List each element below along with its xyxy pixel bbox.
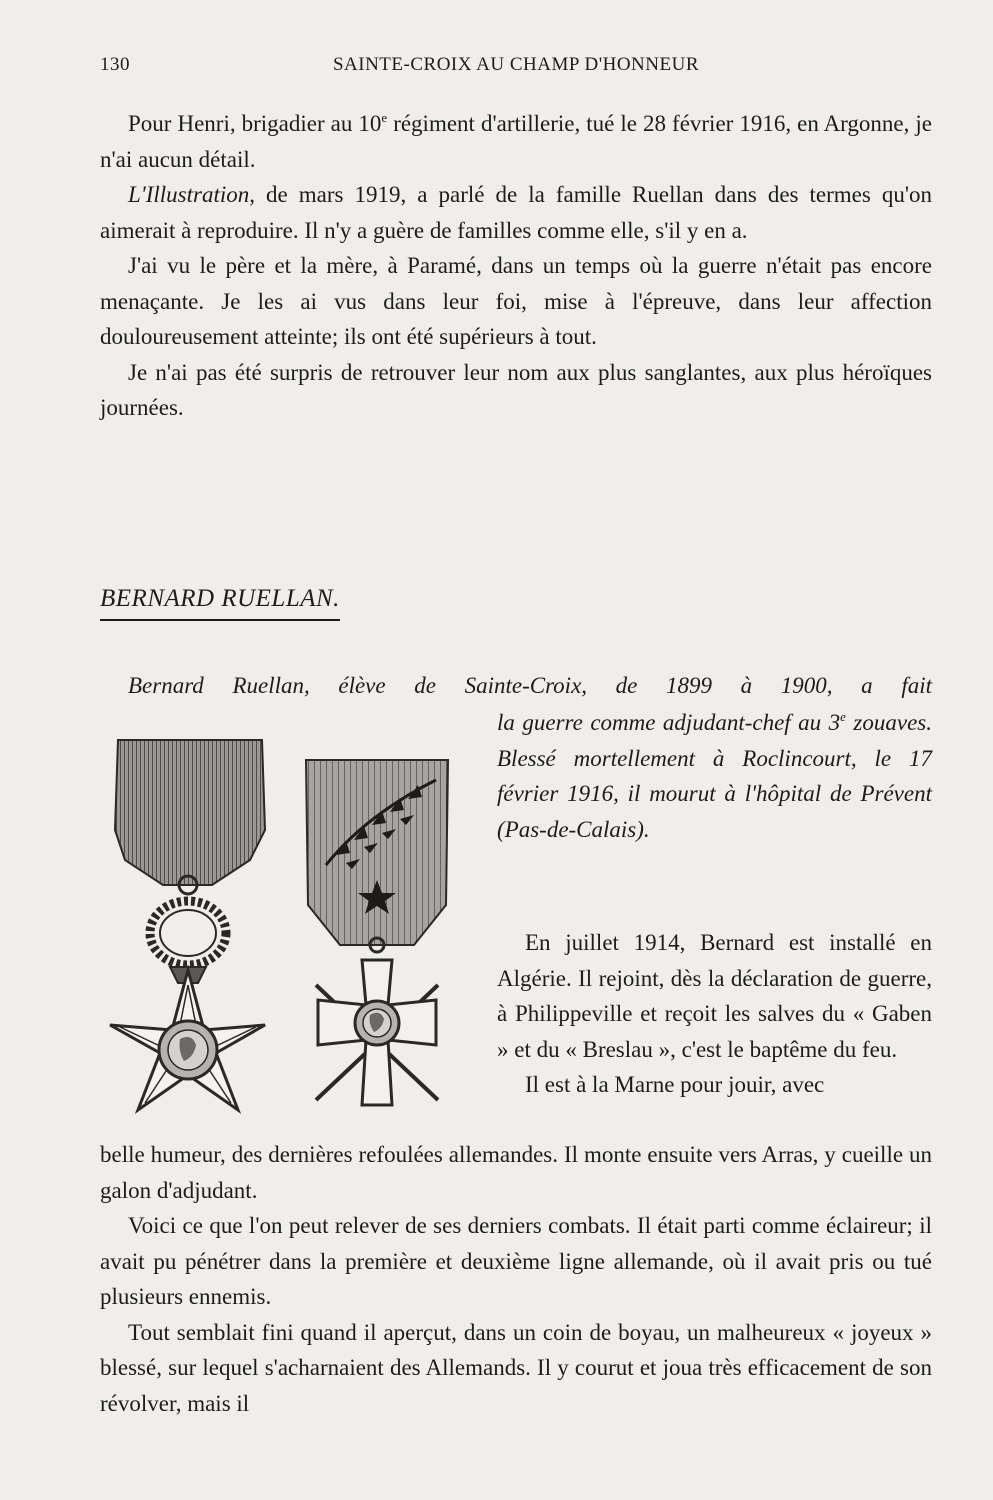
paragraph-algeria: En juillet 1914, Bernard est installé en Algérie. Il rejoint, dès la déclaration de guerre, à Philippeville et reçoit les salves du « Gaben » et du « Breslau », c'est le baptême du feu.	[497, 930, 932, 1062]
legion-of-honour-medal-icon	[100, 735, 275, 1130]
text-span: zouaves. Blessé mortellement à Roclincourt, le 17 février 1916, il mourut à l'hôpital de Prévent (Pas-de-Calais).	[497, 710, 932, 842]
page-header	[100, 54, 932, 84]
paragraph-illustration	[100, 177, 932, 248]
bottom-text	[100, 1137, 932, 1421]
superscript: e	[840, 709, 846, 724]
page-number: 130	[100, 54, 130, 75]
running-title: SAINTE-CROIX AU CHAMP D'HONNEUR	[332, 54, 700, 75]
italic-title: L'Illustration,	[128, 182, 255, 207]
croix-de-guerre-medal-icon	[296, 755, 458, 1120]
paragraph-marne-start: Il est à la Marne pour jouir, avec	[525, 1072, 825, 1097]
section-heading: BERNARD RUELLAN.	[100, 585, 340, 621]
text-span: Pour Henri, brigadier au 10	[128, 111, 382, 136]
paragraph-henri	[100, 106, 932, 177]
text-span: de mars 1919, a parlé de la famille Ruellan dans des termes qu'on aimerait à reproduire. Il n'y a guère de familles comme elle, s'il y en a.	[100, 182, 932, 243]
superscript: e	[381, 110, 388, 125]
paragraph-marne-end: belle humeur, des dernières refoulées allemandes. Il monte ensuite vers Arras, y cueille un galon d'adjudant.	[100, 1142, 932, 1203]
paragraph-combats: Voici ce que l'on peut relever de ses derniers combats. Il était parti comme éclaireur; il avait pu pénétrer dans la première et deuxième ligne allemande, où il avait pris ou tué plusieurs ennemis.	[100, 1213, 932, 1309]
paragraph-rescue: Tout semblait fini quand il aperçut, dans un coin de boyau, un malheureux « joyeux » blessé, sur lequel s'acharnaient des Allemands. Il y courut et joua très efficacement de son révolver, mais il	[100, 1319, 932, 1416]
narrative-column	[497, 925, 932, 1103]
intro-line: Bernard Ruellan, élève de Sainte-Croix, de 1899 à 1900, a fait	[128, 673, 932, 698]
top-text	[100, 106, 932, 426]
text-span: la guerre comme adjudant-chef au 3	[497, 710, 841, 735]
service-summary	[497, 705, 932, 847]
text-span: régiment d'artillerie, tué le 28 février 1916, en Argonne, je n'ai aucun détail.	[100, 111, 933, 172]
paragraph-parents: J'ai vu le père et la mère, à Paramé, dans un temps où la guerre n'était pas encore menaçante. Je les ai vus dans leur foi, mise à l'épreuve, dans leur affection douloureusement atteinte; ils ont été supérieurs à tout.	[100, 253, 932, 349]
paragraph-surprise: Je n'ai pas été surpris de retrouver leur nom aux plus sanglantes, aux plus héroïques journées.	[100, 359, 932, 420]
summary-paragraph	[497, 705, 932, 847]
